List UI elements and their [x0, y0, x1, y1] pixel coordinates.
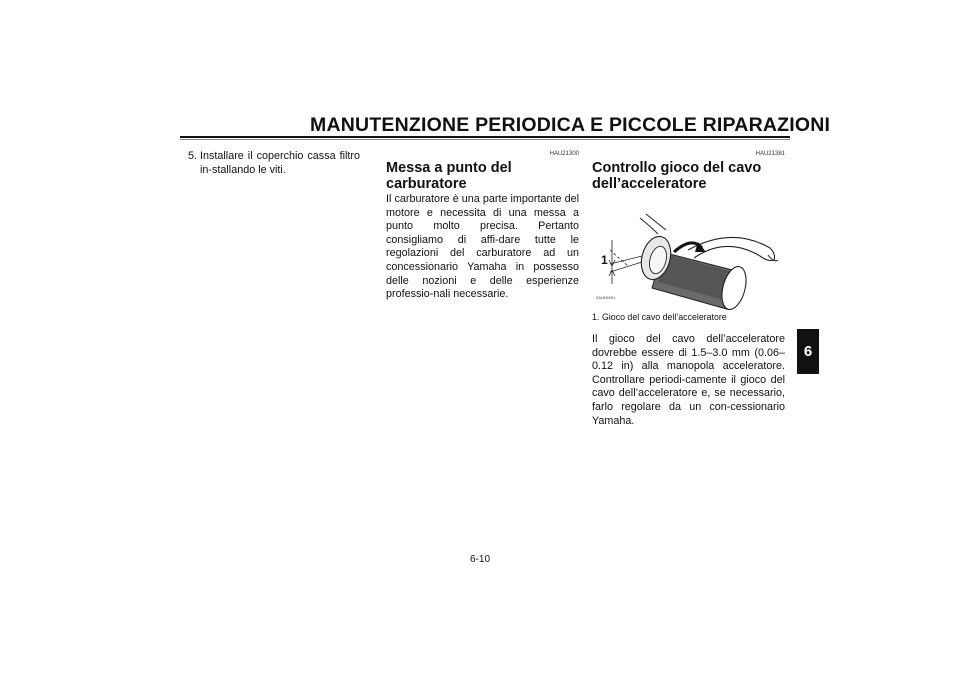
throttle-grip-drawing — [592, 200, 785, 310]
header-rule-thin — [180, 139, 790, 140]
left-column — [188, 150, 360, 177]
section-heading: Messa a punto del carburatore — [386, 160, 512, 192]
throttle-section — [592, 150, 785, 428]
caption-text: Gioco del cavo dell’acceleratore — [602, 312, 727, 322]
header-rule — [180, 136, 790, 138]
figure-callout-label: 1 — [601, 253, 608, 267]
step-text: Installare il coperchio cassa filtro in-stallando le viti. — [200, 150, 360, 176]
figure-caption — [592, 312, 785, 323]
chapter-tab: 6 — [797, 329, 819, 374]
page-title: MANUTENZIONE PERIODICA E PICCOLE RIPARAZIONI — [310, 114, 831, 136]
throttle-grip-illustration — [592, 200, 785, 310]
section-body: Il gioco del cavo dell’acceleratore dovrebbe essere di 1.5–3.0 mm (0.06–0.12 in) alla manopola acceleratore. Controllare periodi-camente il gioco del cavo dell’acceleratore e, se necessario, farlo regolare da un con-cessionario Yamaha. — [592, 333, 785, 427]
carburetor-section — [386, 150, 579, 302]
caption-number: 1. — [592, 312, 600, 322]
step-number: 5. — [188, 150, 198, 162]
section-heading: Controllo gioco del cavo dell’acceleratore — [592, 160, 762, 192]
section-body: Il carburatore è una parte importante del motore e necessita di una messa a punto molto precisa. Pertanto consigliamo di affi-dare tutte le regolazioni del carburatore ad un concessionario Yamaha in possesso delle nozioni e delle esperienze professio-nali necessarie. — [386, 193, 579, 301]
section-code: HAU21300 — [549, 151, 579, 157]
page-number: 6-10 — [469, 554, 490, 565]
step-item — [188, 150, 360, 177]
section-code: HAU21381 — [755, 151, 785, 157]
figure-code: ZAUM0051 — [596, 296, 616, 301]
